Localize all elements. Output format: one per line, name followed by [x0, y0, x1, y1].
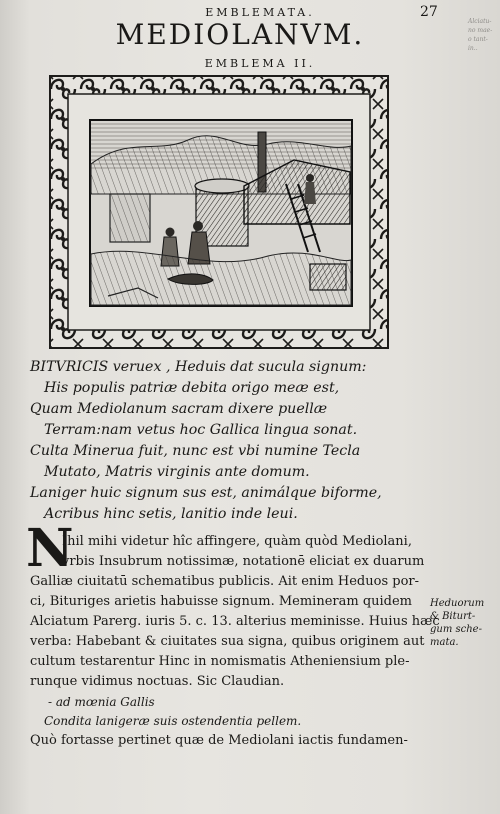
verse-line: Mutato, Matris virginis ante domum.	[44, 464, 310, 480]
verse-line: Culta Minerua fuit, nunc est vbi numine Tecla	[30, 443, 361, 459]
verse-line: Terram:nam vetus hoc Gallica lingua sonat.	[44, 422, 358, 438]
marginal-note	[430, 597, 494, 649]
margin-note-line: mata.	[430, 637, 459, 648]
commentary-line: runque vidimus noctuas. Sic Claudian.	[30, 674, 285, 689]
commentary-line: cultum testarentur Hinc in nomismatis Atheniensium ple-	[30, 654, 410, 669]
woodcut-scene	[90, 120, 352, 306]
show-through-line: in..	[468, 45, 478, 52]
verse-line: His populis patriæ debita origo meæ est,	[44, 380, 340, 396]
woodcut-illustration	[48, 74, 390, 350]
emblem-title: MEDIOLANVM.	[115, 18, 365, 51]
verse-line: BITVRICIS veruex , Heduis dat sucula signum:	[30, 359, 367, 375]
running-head: EMBLEMATA.	[205, 6, 315, 19]
verse-line: Acribus hinc setis, lanitio inde leui.	[44, 506, 298, 522]
commentary-line: Galliæ ciuitatū schematibus publicis. Ait enim Heduos por-	[30, 574, 420, 589]
drop-cap: N	[26, 518, 74, 579]
commentary-line: Ihil mihi videtur hîc affingere, quàm quòd Mediolani,	[62, 534, 412, 549]
commentary-line: Quò fortasse pertinet quæ de Mediolani iactis fundamen-	[30, 733, 408, 748]
margin-note-line: & Biturt-	[430, 611, 476, 622]
show-through-text	[468, 17, 498, 53]
show-through-line: no mae-	[468, 27, 493, 34]
commentary-line: vrbis Insubrum notissimæ, notationē eliciat ex duarum	[62, 554, 425, 569]
page-number: 27	[420, 4, 438, 20]
verse-line: Laniger huic signum sus est, animálque biforme,	[30, 485, 382, 501]
commentary-line: Alciatum Parerg. iuris 5. c. 13. alterius meminisse. Huius hæc	[30, 614, 440, 629]
show-through-line: Alciatu-	[468, 18, 492, 25]
margin-note-line: Heduorum	[430, 598, 485, 609]
commentary-line: verba: Habebant & ciuitates sua signa, quibus originem aut	[30, 634, 425, 649]
show-through-line: o tant-	[468, 36, 488, 43]
commentary-line: ci, Bituriges arietis habuisse signum. Memineram quidem	[30, 594, 413, 609]
margin-note-line: gum sche-	[430, 624, 482, 635]
quotation-intro: - ad mœnia Gallis	[48, 695, 155, 709]
emblem-number: EMBLEMA II.	[204, 57, 316, 70]
verse-line: Quam Mediolanum sacram dixere puellæ	[30, 401, 328, 417]
quotation-line: Condita lanigeræ suis ostendentia pellem.	[44, 714, 302, 728]
